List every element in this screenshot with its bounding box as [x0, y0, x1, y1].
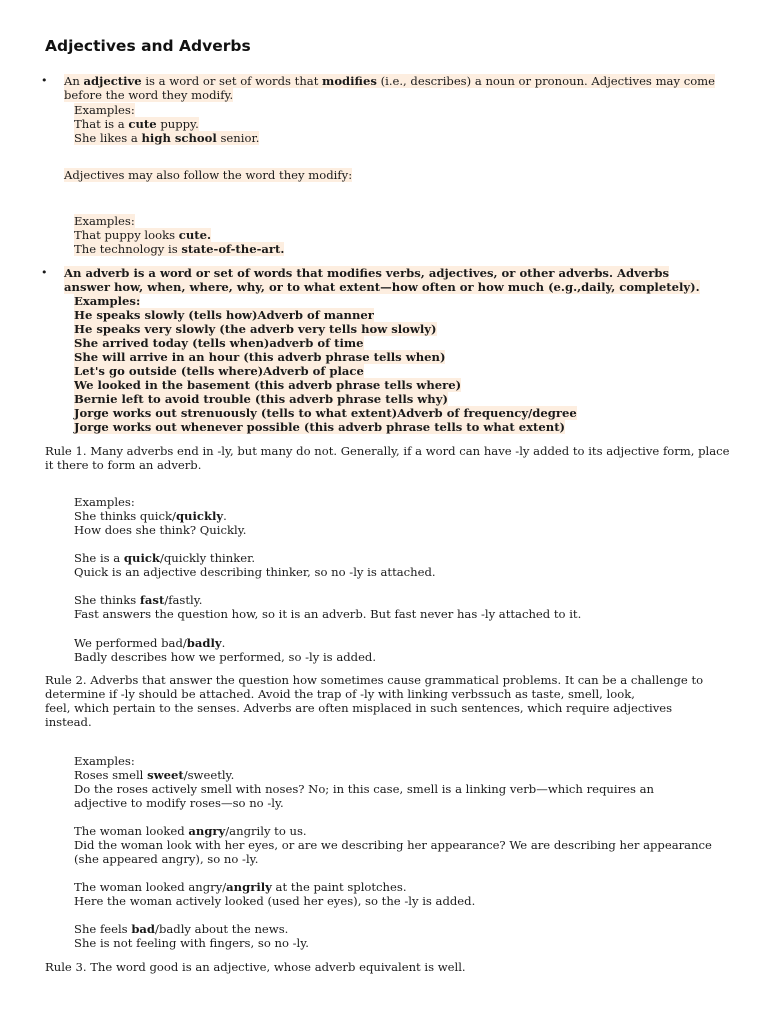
rule-1-text: Rule 1. Many adverbs end in -ly, but many do not. Generally, if a word can have -ly added to its adjective form, place it there to form an adverb. — [45, 444, 730, 472]
examples-label: Examples: — [74, 294, 141, 308]
list-item: Jorge works out strenuously (tells to what extent)Adverb of frequency/degree — [74, 406, 577, 420]
example-line: The woman looked angry/angrily to us. — [74, 824, 307, 838]
examples-label: Examples: — [74, 103, 135, 117]
list-item: We looked in the basement (this adverb phrase tells where) — [74, 378, 462, 392]
example-note: Here the woman actively looked (used her eyes), so the -ly is added. — [74, 894, 476, 908]
list-item: She arrived today (tells when)adverb of time — [74, 336, 364, 350]
example-line: She likes a high school senior. — [74, 131, 260, 145]
rule-3-text: Rule 3. The word good is an adjective, whose adverb equivalent is well. — [45, 960, 466, 974]
list-item: Bernie left to avoid trouble (this adverb phrase tells why) — [74, 392, 448, 406]
example-note: (she appeared angry), so no -ly. — [74, 852, 259, 866]
rule-2-example-3 — [74, 880, 734, 908]
example-note: Badly describes how we performed, so -ly is added. — [74, 650, 377, 664]
list-item: Jorge works out whenever possible (this adverb phrase tells to what extent) — [74, 420, 566, 434]
example-line: She thinks fast/fastly. — [74, 593, 203, 607]
rule-2-example-2 — [74, 824, 734, 866]
list-item: She will arrive in an hour (this adverb phrase tells when) — [74, 350, 446, 364]
adjective-examples-after — [74, 214, 734, 256]
adjective-definition: An adjective is a word or set of words that modifies (i.e., describes) a noun or pronoun. Adjectives may come before the word they modify. — [64, 74, 716, 102]
adjective-examples-before — [74, 103, 734, 145]
adverb-examples — [74, 294, 734, 434]
example-note: How does she think? Quickly. — [74, 523, 247, 537]
example-note: adjective to modify roses—so no -ly. — [74, 796, 284, 810]
list-item: He speaks slowly (tells how)Adverb of manner — [74, 308, 374, 322]
bullet-marker: • — [41, 266, 48, 279]
list-item: He speaks very slowly (the adverb very tells how slowly) — [74, 322, 437, 336]
list-item: Let's go outside (tells where)Adverb of place — [74, 364, 364, 378]
example-line: That is a cute puppy. — [74, 117, 199, 131]
example-line: She thinks quick/quickly. — [74, 509, 227, 523]
adjective-follow-text: Adjectives may also follow the word they modify: — [64, 168, 353, 182]
example-line: Roses smell sweet/sweetly. — [74, 768, 235, 782]
examples-label: Examples: — [74, 214, 135, 228]
example-line: The technology is state-of-the-art. — [74, 242, 285, 256]
rule-1-example-2 — [74, 551, 734, 579]
examples-label: Examples: — [74, 495, 135, 509]
rule-1-examples — [74, 495, 734, 537]
example-line: She is a quick/quickly thinker. — [74, 551, 256, 565]
rule-2-example-4 — [74, 922, 734, 950]
example-line: The woman looked angry/angrily at the paint splotches. — [74, 880, 407, 894]
adjective-definition-tail: (i.e., describes) a noun or pronoun. Adjectives may come before the word they modify. — [64, 74, 716, 102]
example-line: We performed bad/badly. — [74, 636, 226, 650]
rule-1-example-3 — [74, 593, 734, 621]
rule-1-example-4 — [74, 636, 734, 664]
example-note: Do the roses actively smell with noses? No; in this case, smell is a linking verb—which requires an — [74, 782, 654, 796]
example-note: Fast answers the question how, so it is an adverb. But fast never has -ly attached to it. — [74, 607, 582, 621]
example-note: Did the woman look with her eyes, or are we describing her appearance? We are describing her appearance — [74, 838, 712, 852]
examples-label: Examples: — [74, 754, 135, 768]
rule-2-text: Rule 2. Adverbs that answer the question how sometimes cause grammatical problems. It can be a challenge to determine if -ly should be attached. Avoid the trap of -ly with linking verbssuch as taste, smell, look, feel, which pertain to the senses. Adverbs are often misplaced in such sentences, which require adjectives instead. — [45, 673, 704, 729]
example-note: Quick is an adjective describing thinker, so no -ly is attached. — [74, 565, 436, 579]
adverb-definition: An adverb is a word or set of words that modifies verbs, adjectives, or other adverbs. Adverbs answer how, when, where, why, or to what extent—how often or how much (e.g.,daily, completely). — [64, 266, 700, 294]
example-line: That puppy looks cute. — [74, 228, 212, 242]
example-line: She feels bad/badly about the news. — [74, 922, 289, 936]
example-note: She is not feeling with fingers, so no -ly. — [74, 936, 309, 950]
rule-2-examples — [74, 754, 734, 810]
bullet-marker: • — [41, 74, 48, 87]
page-title: Adjectives and Adverbs — [45, 37, 251, 55]
